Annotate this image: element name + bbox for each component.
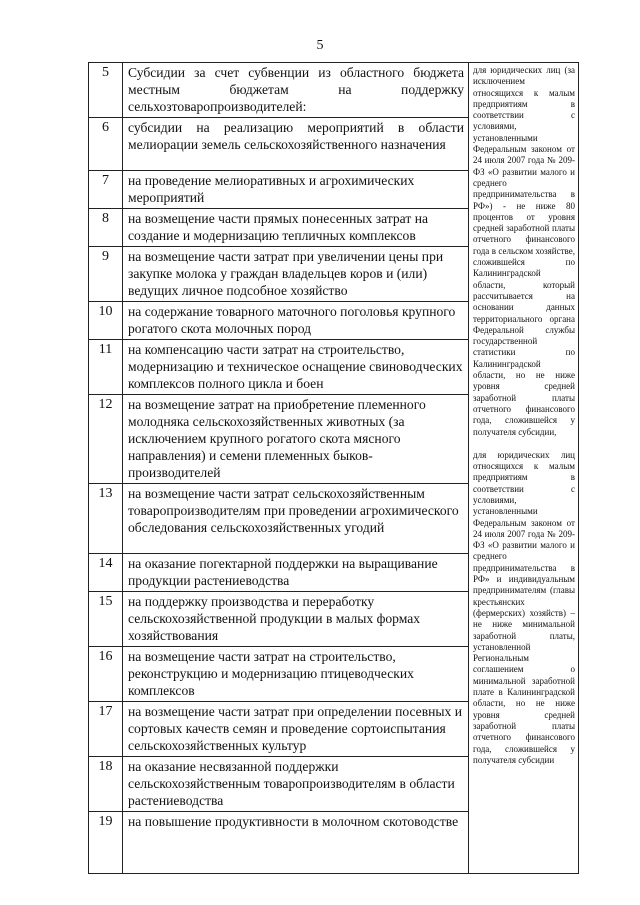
row-number: 14 bbox=[89, 554, 123, 592]
row-number: 15 bbox=[89, 592, 123, 647]
subsidy-table bbox=[88, 62, 579, 874]
row-number: 9 bbox=[89, 247, 123, 302]
row-number: 16 bbox=[89, 647, 123, 702]
row-text: на оказание несвязанной поддержки сельскохозяйственным товаропроизводителям в области растениеводства bbox=[123, 757, 469, 812]
row-text: на оказание погектарной поддержки на выращивание продукции растениеводства bbox=[123, 554, 469, 592]
conditions-cell bbox=[469, 63, 579, 874]
row-number: 10 bbox=[89, 302, 123, 340]
row-text: на компенсацию части затрат на строительство, модернизацию и техническое оснащение свиноводческих комплексов полного цикла и боен bbox=[123, 340, 469, 395]
row-number: 13 bbox=[89, 484, 123, 554]
conditions-block-small-enterprises: для юридических лиц относящихся к малым предприятиям в соответствии с условиями, установленными Федеральным законом от 24 июля 2007 года № 209-ФЗ «О развитии малого и среднего предпринимательства в РФ» и индивидуальным предпринимателям (главы крестьянских (фермерских) хозяйств) – не ниже минимальной заработной платы, установленной Региональным соглашением о минимальной заработной плате в Калининградской области, но не ниже уровня средней заработной платы отчетного финансового года, сложившейся у получателя субсидии bbox=[473, 449, 575, 765]
row-number: 7 bbox=[89, 171, 123, 209]
row-number: 18 bbox=[89, 757, 123, 812]
row-number: 6 bbox=[89, 118, 123, 171]
row-number: 5 bbox=[89, 63, 123, 118]
row-number: 11 bbox=[89, 340, 123, 395]
row-number: 12 bbox=[89, 395, 123, 484]
row-text: на возмещение затрат на приобретение племенного молодняка сельскохозяйственных животных (за исключением крупного рогатого скота мясного направления) и семени племенных быков-производителей bbox=[123, 395, 469, 484]
row-text: на возмещение части затрат на строительство, реконструкцию и модернизацию птицеводческих комплексов bbox=[123, 647, 469, 702]
row-text: на возмещение части затрат при определении посевных и сортовых качеств семян и проведение сортоиспытания сельскохозяйственных культур bbox=[123, 702, 469, 757]
conditions-block-legal-entities: для юридических лиц (за исключением относящихся к малым предприятиям в соответствии с условиями, установленными Федеральным законом от 24 июля 2007 года № 209-ФЗ «О развитии малого и среднего предпринимательства в РФ») - не ниже 80 процентов от уровня средней заработной платы отчетного финансового года в сельском хозяйстве, сложившейся по Калининградской области, который рассчитывается на основании данных территориального органа Федеральной службы государственной статистики по Калининградской области, но не ниже уровня средней заработной платы отчетного финансового года, сложившейся у получателя субсидии, bbox=[473, 65, 575, 437]
row-text: на проведение мелиоративных и агрохимических мероприятий bbox=[123, 171, 469, 209]
row-text: Субсидии за счет субвенции из областного бюджета местным бюджетам на поддержку сельхозтоваропроизводителей: bbox=[123, 63, 469, 118]
table-row bbox=[89, 63, 579, 118]
row-text: на поддержку производства и переработку сельскохозяйственной продукции в малых формах хозяйствования bbox=[123, 592, 469, 647]
row-text: на возмещение части затрат при увеличении цены при закупке молока у граждан владельцев коров и (или) ведущих личное подсобное хозяйство bbox=[123, 247, 469, 302]
page-number: 5 bbox=[316, 38, 324, 53]
row-number: 19 bbox=[89, 812, 123, 874]
row-number: 8 bbox=[89, 209, 123, 247]
row-text: на содержание товарного маточного поголовья крупного рогатого скота молочных пород bbox=[123, 302, 469, 340]
row-text: на возмещение части прямых понесенных затрат на создание и модернизацию тепличных комплексов bbox=[123, 209, 469, 247]
row-text: субсидии на реализацию мероприятий в области мелиорации земель сельскохозяйственного назначения bbox=[123, 118, 469, 171]
row-text: на возмещение части затрат сельскохозяйственным товаропроизводителям при проведении агрохимического обследования сельскохозяйственных угодий bbox=[123, 484, 469, 554]
row-number: 17 bbox=[89, 702, 123, 757]
row-text: на повышение продуктивности в молочном скотоводстве bbox=[123, 812, 469, 874]
